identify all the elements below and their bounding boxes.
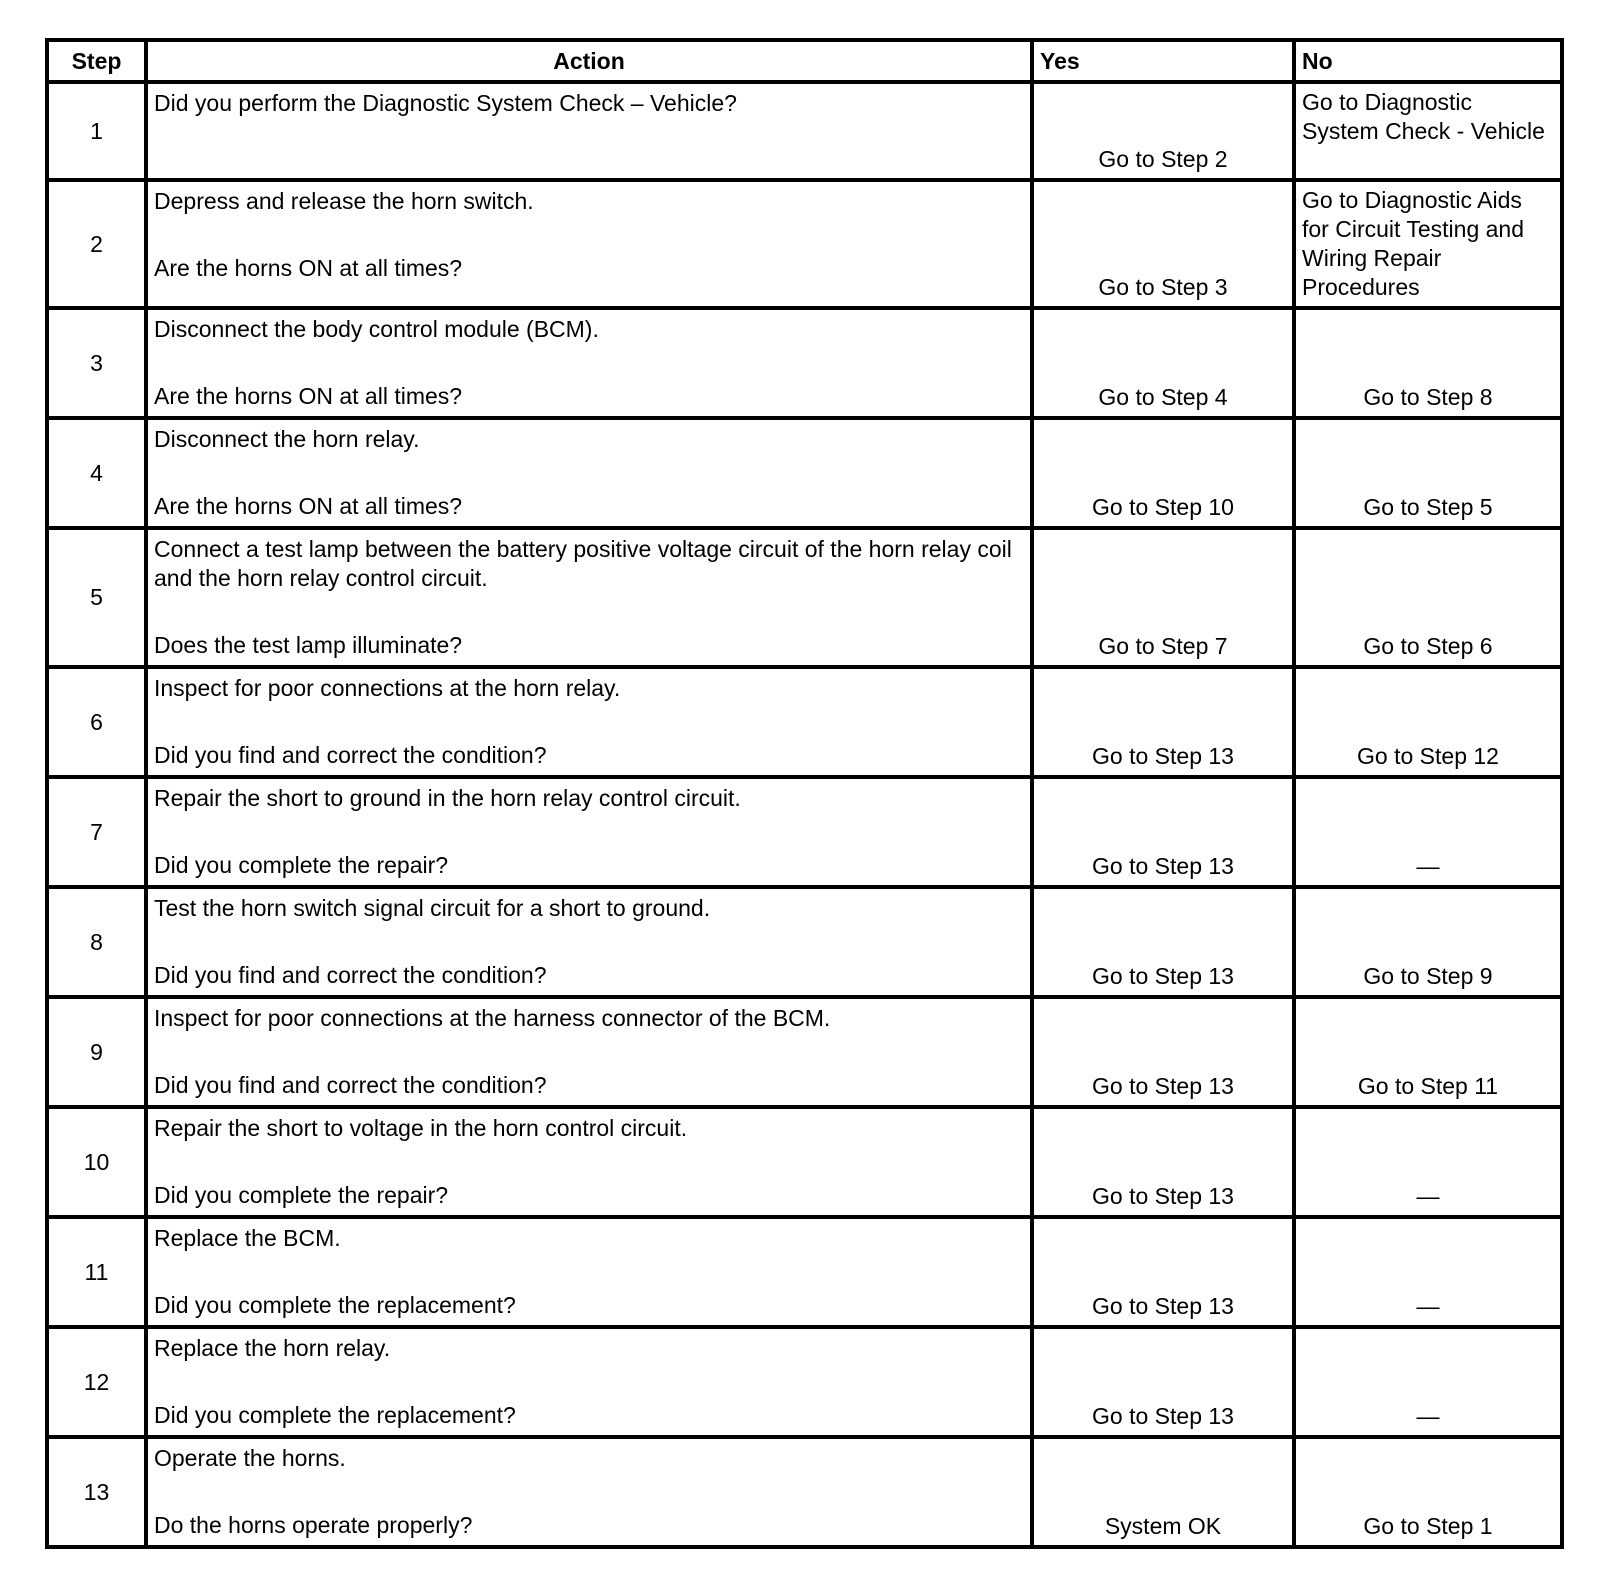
action-cell [146, 997, 1032, 1107]
action-cell [146, 528, 1032, 667]
action-instruction: Inspect for poor connections at the harness connector of the BCM. [154, 1005, 831, 1031]
yes-result: Go to Step 7 [1032, 528, 1294, 667]
action-question: Are the horns ON at all times? [154, 493, 463, 519]
yes-result: Go to Step 13 [1032, 777, 1294, 887]
action-question: Are the horns ON at all times? [154, 255, 463, 281]
yes-result: Go to Step 4 [1032, 308, 1294, 418]
step-number: 6 [47, 667, 146, 777]
action-instruction: Disconnect the horn relay. [154, 426, 420, 452]
step-number: 8 [47, 887, 146, 997]
step-number: 3 [47, 308, 146, 418]
action-cell [146, 180, 1032, 308]
header-row [47, 40, 1562, 82]
step-number: 11 [47, 1217, 146, 1327]
action-cell [146, 667, 1032, 777]
step-number: 9 [47, 997, 146, 1107]
no-result: Go to Step 9 [1294, 887, 1562, 997]
header-step: Step [47, 40, 146, 82]
yes-result: Go to Step 13 [1032, 997, 1294, 1107]
header-action: Action [146, 40, 1032, 82]
no-result: — [1294, 777, 1562, 887]
table-row [47, 997, 1562, 1107]
step-number: 2 [47, 180, 146, 308]
table-row [47, 180, 1562, 308]
no-result: Go to Step 8 [1294, 308, 1562, 418]
table-row [47, 528, 1562, 667]
action-instruction: Inspect for poor connections at the horn relay. [154, 675, 621, 701]
step-number: 12 [47, 1327, 146, 1437]
table-row [47, 308, 1562, 418]
yes-result: System OK [1032, 1437, 1294, 1547]
yes-result: Go to Step 13 [1032, 667, 1294, 777]
table-row [47, 667, 1562, 777]
action-cell [146, 1437, 1032, 1547]
diagnostic-table-container [45, 38, 1560, 1549]
action-question: Did you complete the repair? [154, 1182, 449, 1208]
no-result: Go to Diagnostic System Check - Vehicle [1294, 82, 1562, 180]
yes-result: Go to Step 13 [1032, 1327, 1294, 1437]
step-number: 7 [47, 777, 146, 887]
diagnostic-table [45, 38, 1564, 1549]
action-cell [146, 777, 1032, 887]
table-row [47, 82, 1562, 180]
yes-result: Go to Step 13 [1032, 1107, 1294, 1217]
action-instruction: Replace the BCM. [154, 1225, 341, 1251]
action-question: Did you complete the repair? [154, 852, 449, 878]
step-number: 5 [47, 528, 146, 667]
table-row [47, 777, 1562, 887]
table-row [47, 1107, 1562, 1217]
no-result: Go to Diagnostic Aids for Circuit Testing and Wiring Repair Procedures [1294, 180, 1562, 308]
no-result: — [1294, 1107, 1562, 1217]
step-number: 1 [47, 82, 146, 180]
step-number: 4 [47, 418, 146, 528]
action-question: Did you complete the replacement? [154, 1402, 516, 1428]
header-yes: Yes [1032, 40, 1294, 82]
table-row [47, 1327, 1562, 1437]
no-result: — [1294, 1327, 1562, 1437]
action-instruction: Did you perform the Diagnostic System Check – Vehicle? [154, 90, 737, 116]
no-result: Go to Step 1 [1294, 1437, 1562, 1547]
action-instruction: Test the horn switch signal circuit for a short to ground. [154, 895, 711, 921]
action-instruction: Repair the short to ground in the horn relay control circuit. [154, 785, 741, 811]
action-question: Does the test lamp illuminate? [154, 632, 463, 658]
no-result: — [1294, 1217, 1562, 1327]
action-cell [146, 308, 1032, 418]
action-instruction: Depress and release the horn switch. [154, 188, 534, 214]
action-cell [146, 1327, 1032, 1437]
yes-result: Go to Step 13 [1032, 1217, 1294, 1327]
yes-result: Go to Step 10 [1032, 418, 1294, 528]
action-instruction: Connect a test lamp between the battery positive voltage circuit of the horn relay coil and the horn relay control circuit. [154, 536, 1012, 591]
no-result: Go to Step 5 [1294, 418, 1562, 528]
yes-result: Go to Step 3 [1032, 180, 1294, 308]
action-cell [146, 1217, 1032, 1327]
action-cell [146, 887, 1032, 997]
action-instruction: Operate the horns. [154, 1445, 346, 1471]
action-question: Are the horns ON at all times? [154, 383, 463, 409]
action-question: Did you find and correct the condition? [154, 1072, 547, 1098]
action-instruction: Disconnect the body control module (BCM). [154, 316, 599, 342]
action-question: Did you complete the replacement? [154, 1292, 516, 1318]
action-question: Did you find and correct the condition? [154, 962, 547, 988]
table-row [47, 1217, 1562, 1327]
action-cell [146, 1107, 1032, 1217]
table-row [47, 418, 1562, 528]
action-question: Did you find and correct the condition? [154, 742, 547, 768]
step-number: 10 [47, 1107, 146, 1217]
header-no: No [1294, 40, 1562, 82]
step-number: 13 [47, 1437, 146, 1547]
action-cell [146, 82, 1032, 180]
action-cell [146, 418, 1032, 528]
table-row [47, 1437, 1562, 1547]
table-row [47, 887, 1562, 997]
no-result: Go to Step 6 [1294, 528, 1562, 667]
no-result: Go to Step 12 [1294, 667, 1562, 777]
action-question: Do the horns operate properly? [154, 1512, 473, 1538]
action-instruction: Repair the short to voltage in the horn control circuit. [154, 1115, 688, 1141]
yes-result: Go to Step 13 [1032, 887, 1294, 997]
yes-result: Go to Step 2 [1032, 82, 1294, 180]
action-instruction: Replace the horn relay. [154, 1335, 391, 1361]
no-result: Go to Step 11 [1294, 997, 1562, 1107]
